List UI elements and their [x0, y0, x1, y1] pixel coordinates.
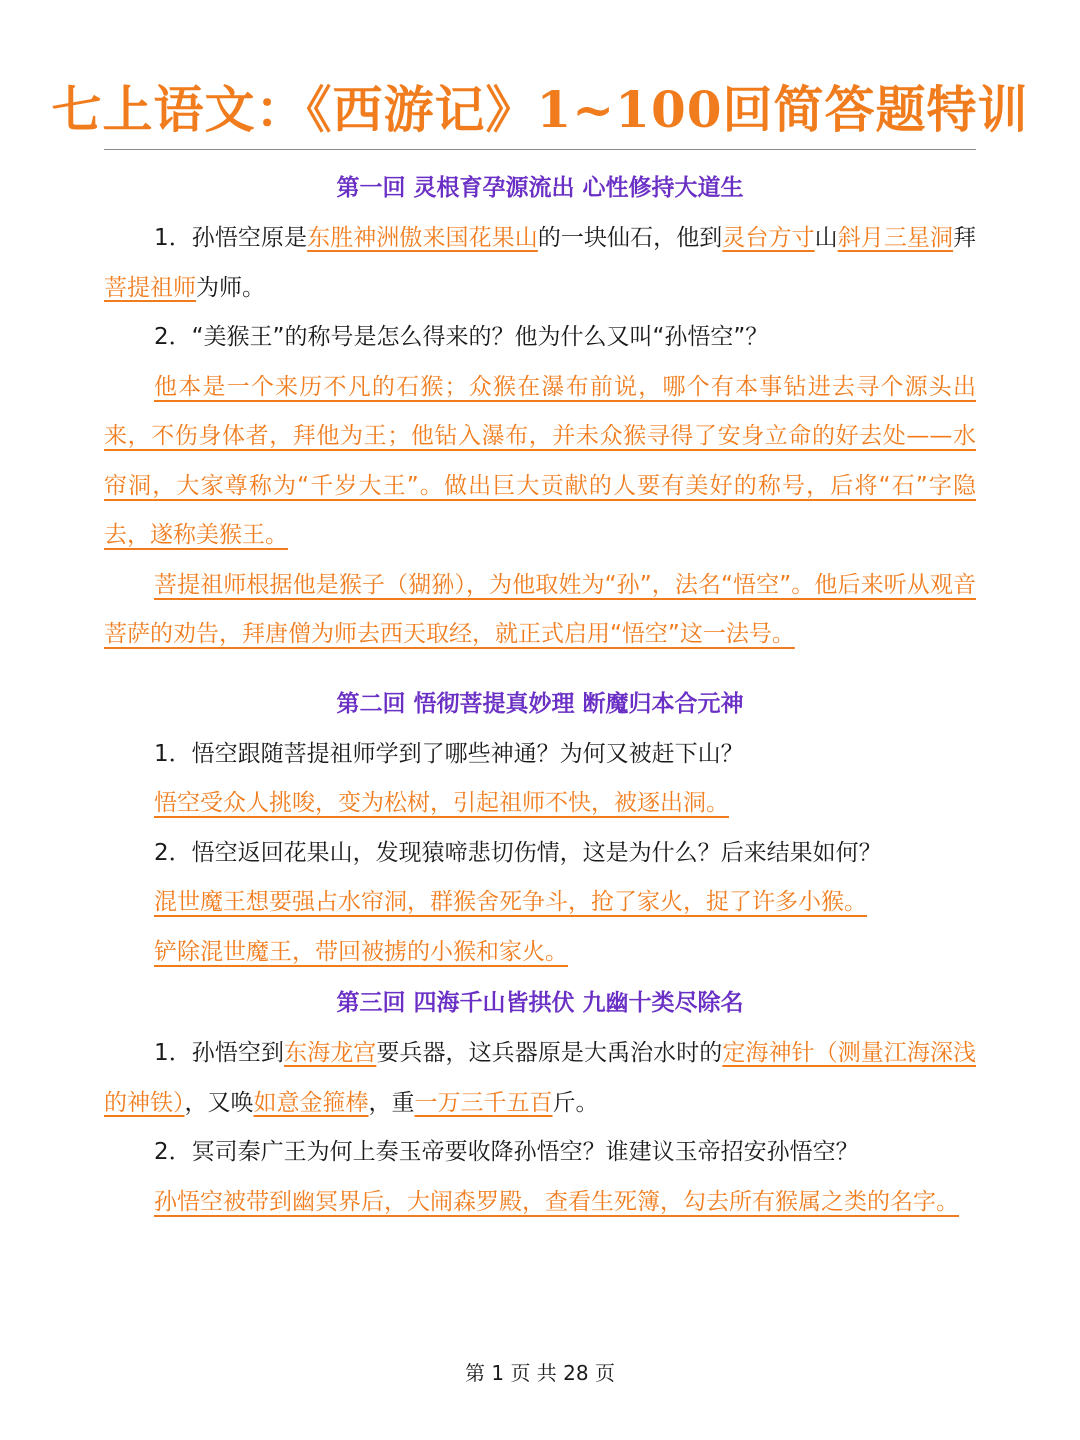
answer-highlight: 定海神针（测量江海深浅的神铁） — [104, 1040, 977, 1116]
question-text: ，重 — [368, 1089, 415, 1116]
answer-highlight: 菩提祖师 — [104, 274, 196, 301]
answer-highlight: 如意金箍棒 — [253, 1089, 369, 1116]
question-text: ，又唤 — [184, 1089, 254, 1116]
chapter-heading: 第二回 悟彻菩提真妙理 断魔归本合元神 — [336, 690, 744, 717]
answer-highlight: 斜月三星洞 — [837, 225, 954, 251]
question-text: 山 — [814, 225, 838, 251]
chapter-heading: 第一回 灵根育孕源流出 心性修持大道生 — [336, 175, 744, 201]
question-text: 斤。 — [552, 1089, 599, 1116]
page-title: 七上语文：《西游记》1~100回简答题特训 — [51, 80, 1029, 139]
answer-paragraph: 孙悟空被带到幽冥界后，大闹森罗殿，查看生死簿，勾去所有猴属之类的名字。 — [154, 1188, 959, 1215]
answer-highlight: 东海龙宫 — [284, 1040, 377, 1066]
question-paragraph — [104, 214, 976, 313]
question-paragraph: 2．悟空返回花果山，发现猿啼悲切伤情，这是为什么？后来结果如何？ — [154, 839, 882, 866]
question-text: 要兵器，这兵器原是大禹治水时的 — [376, 1040, 723, 1066]
answer-highlight: 灵台方寸 — [722, 225, 815, 251]
chapter-section — [104, 162, 976, 660]
page-footer: 第 1 页 共 28 页 — [465, 1361, 615, 1385]
question-paragraph: 2．冥司秦广王为何上奏玉帝要收降孙悟空？谁建议玉帝招安孙悟空？ — [154, 1139, 859, 1165]
document-body — [104, 162, 976, 1227]
question-text: 的一块仙石，他到 — [537, 225, 723, 251]
answer-highlight: 东胜神洲傲来国花果山 — [307, 225, 538, 251]
question-text: 拜 — [953, 225, 977, 251]
answer-paragraph: 混世魔王想要强占水帘洞，群猴舍死争斗，抢了家火，捉了许多小猴。 — [154, 889, 867, 915]
answer-highlight: 一万三千五百 — [414, 1089, 553, 1116]
chapter-heading: 第三回 四海千山皆拱伏 九幽十类尽除名 — [336, 990, 744, 1016]
title-divider — [104, 149, 976, 150]
answer-paragraph: 他本是一个来历不凡的石猴；众猴在瀑布前说，哪个有本事钻进去寻个源头出来，不伤身体者，拜他为王；他钻入瀑布，并未众猴寻得了安身立命的好去处——水帘洞，大家尊称为“千岁大王”。做出巨大贡献的人要有美好的称号，后将“石”字隐去，遂称美猴王。 — [104, 373, 976, 548]
answer-paragraph: 菩提祖师根据他是猴子（猢狲），为他取姓为“孙”，法名“悟空”。他后来听从观音菩萨的劝告，拜唐僧为师去西天取经，就正式启用“悟空”这一法号。 — [104, 571, 976, 647]
question-paragraph: 1．悟空跟随菩提祖师学到了哪些神通？为何又被赶下山？ — [154, 740, 744, 767]
question-text: 为师。 — [196, 274, 265, 301]
answer-paragraph: 悟空受众人挑唆，变为松树，引起祖师不快，被逐出洞。 — [154, 790, 729, 816]
question-text: 孙悟空原是 — [191, 225, 308, 251]
answer-paragraph: 铲除混世魔王，带回被掳的小猴和家火。 — [154, 938, 568, 965]
question-number: 1． — [154, 1040, 192, 1066]
question-text: 孙悟空到 — [191, 1040, 285, 1066]
question-paragraph: 2．“美猴王”的称号是怎么得来的？他为什么又叫“孙悟空”？ — [154, 324, 769, 350]
chapter-section — [104, 977, 976, 1227]
chapter-section — [104, 678, 976, 978]
question-paragraph — [104, 1029, 976, 1128]
question-number: 1． — [154, 225, 192, 251]
